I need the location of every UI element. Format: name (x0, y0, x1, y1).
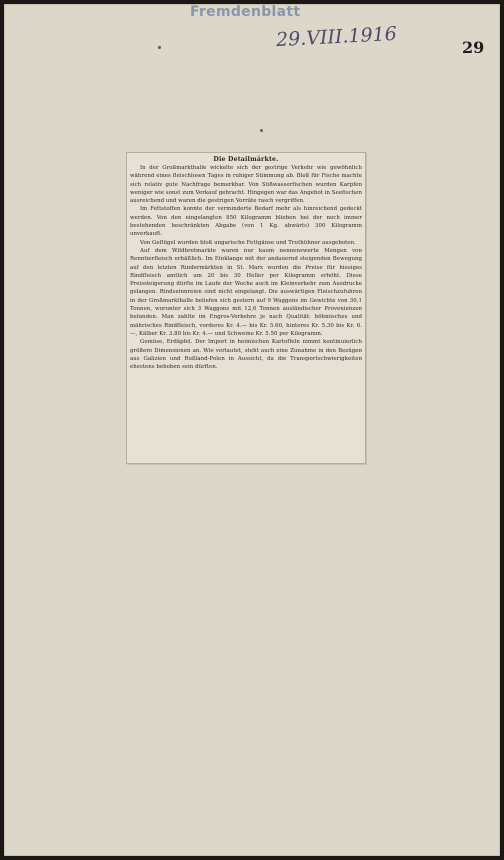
paper-speck (260, 129, 263, 132)
clipping-paragraph: Im Fettstoffen konnte der verminderte Bedarf mehr als hinreichend gedeckt werden. Von den eingelangten 850 Kilogramm blieben bei der noch immer bestehenden beschränkten Abgabe (von 1 Kg. abwärts) 300 Kilogramm unverkauft. (130, 206, 362, 238)
newspaper-stamp: Fremdenblatt (190, 4, 301, 20)
document-page (4, 4, 500, 856)
page-number: 29 (462, 38, 485, 57)
clipping-paragraph: Gemüse, Erdäpfel. Der Import in heimischen Kartoffeln nimmt kontinuierlich größere Dimensionen an. Wie verlautet, steht auch eine Zunahme in den Bezügen aus Galizien und Rußland-Polen in Aussicht, da die Transportschwierigkeiten ehestens behoben sein dürften. (130, 339, 362, 371)
paper-speck (158, 46, 161, 49)
clipping-paragraph: Von Geflügel wurden bloß ungarische Fettgänse und Truthühner ausgeboten. (140, 239, 356, 246)
clipping-paragraph: Auf dem Wildbretmarkte waren nur kaum nennenswerte Mengen von Renntierfleisch erhältlich. Im Einklange mit der andauernd steigenden Bewegung auf den letzten Rindermärkten in St. Marx wurden die Preise für hiesiges Rindfleisch amtlich um 20 bis 30 Heller per Kilogramm erhöht. Diese Preissteigerung dürfte im Laufe der Woche auch im Kleinverkehr zum Ausdrucke gelangen. Rindseinnreien sind nicht eingelangt. Die auswärtigen Fleischzufuhren in der Großmarkthalle beliefen sich gestern auf 9 Waggons im Gewichte von 30,1 Tonnen, worunter sich 3 Waggons mit 12,6 Tonnen ausländischer Provenienzen befanden. Man zahlte im Engros-Verkehre je nach Qualität: böhmisches und mährisches Rindfleisch, vorderes Kr. 4.— bis Kr. 5.60, hinteres Kr. 5.30 bis Kr. 6.—, Kälber Kr. 3.80 bis Kr. 4.— und Schweine Kr. 5.50 per Kilogramm. (130, 247, 362, 337)
clipping-paragraph: In der Großmarkthalle wickelte sich der gestrige Verkehr wie gewöhnlich während eines fleischlosen Tages in ruhiger Stimmung ab. Bloß für Fische machte sich relativ gute Nachfrage bemerkbar. Von Süßwasserfischen wurden Karpfen weniger wie sonst zum Verkauf gebracht. Hingegen war das Angebot in Seefischen ausreichend und waren die gestrigen Vorräte rasch vergriffen. (130, 165, 362, 205)
handwritten-date: 29.VIII.1916 (275, 22, 398, 52)
newspaper-clipping (126, 152, 366, 464)
clipping-heading: Die Detailmärkte. (213, 156, 279, 163)
